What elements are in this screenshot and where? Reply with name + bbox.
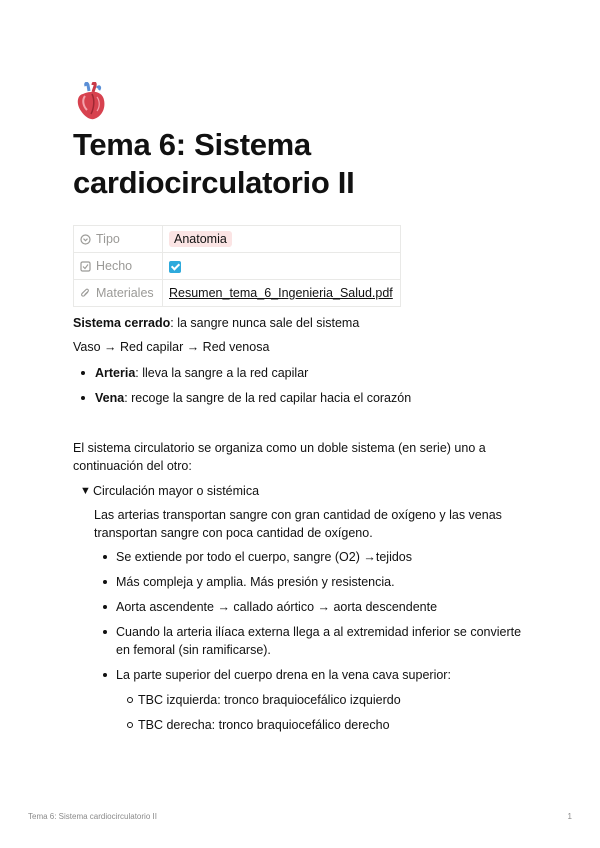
property-label-hecho: Hecho <box>96 259 133 273</box>
toggle-label: Circulación mayor o sistémica <box>93 484 260 498</box>
list-item: Más compleja y amplia. Más presión y resistencia. <box>73 573 528 591</box>
text-sistema-cerrado: : la sangre nunca sale del sistema <box>170 316 360 330</box>
list-item: La parte superior del cuerpo drena en la vena cava superior: <box>73 666 528 684</box>
property-row-hecho <box>74 253 401 280</box>
property-key-materiales <box>74 280 163 307</box>
paragraph-arterias-venas: Las arterias transportan sangre con gran cantidad de oxígeno y las venas transportan sangre con poca cantidad de oxígeno. <box>94 508 502 540</box>
materiales-file-link[interactable]: Resumen_tema_6_Ingenieria_Salud.pdf <box>169 286 393 300</box>
bold-vena: Vena <box>95 391 125 405</box>
property-row-materiales <box>74 280 401 307</box>
hecho-checkbox[interactable] <box>169 261 181 273</box>
list-item-vena <box>73 389 528 407</box>
paragraph-sistema-circulatorio: El sistema circulatorio se organiza como un doble sistema (en serie) uno a continuación del otro: <box>73 441 486 473</box>
property-row-tipo <box>74 226 401 253</box>
text-arteria: : lleva la sangre a la red capilar <box>135 366 309 380</box>
sub-list-item: TBC izquierda: tronco braquiocefálico izquierdo <box>73 691 528 709</box>
anatomical-heart-icon <box>73 82 109 122</box>
paperclip-icon <box>80 288 91 299</box>
checkbox-property-icon <box>80 261 91 272</box>
list-item: Se extiende por todo el cuerpo, sangre (O2) →tejidos <box>73 548 528 566</box>
select-property-icon <box>80 234 91 245</box>
tag-anatomia[interactable]: Anatomia <box>169 231 232 247</box>
footer-page-number: 1 <box>567 812 572 821</box>
page-content <box>73 314 528 734</box>
footer-doc-title: Tema 6: Sistema cardiocirculatorio II <box>28 812 157 821</box>
sub-list-item: TBC derecha: tronco braquiocefálico derecho <box>73 716 528 734</box>
bold-sistema-cerrado: Sistema cerrado <box>73 316 171 330</box>
toggle-open-icon[interactable]: ▼ <box>80 485 91 497</box>
toggle-circulacion-mayor[interactable] <box>73 482 528 500</box>
property-label-materiales: Materiales <box>96 286 154 300</box>
page-title <box>73 126 354 202</box>
property-value-materiales <box>163 280 401 307</box>
property-value-tipo[interactable] <box>163 226 401 253</box>
page-title-line-2: cardiocirculatorio II <box>73 165 355 200</box>
list-item-arteria <box>73 364 528 382</box>
page-title-line-1: Tema 6: Sistema <box>73 127 311 162</box>
property-label-tipo: Tipo <box>96 232 120 246</box>
list-item: Cuando la arteria ilíaca externa llega a al extremidad inferior se convierte en femoral (sin ramificarse). <box>73 623 528 659</box>
list-item: Aorta ascendente → callado aórtico → aorta descendente <box>73 598 528 616</box>
property-value-hecho <box>163 253 401 280</box>
bold-arteria: Arteria <box>95 366 136 380</box>
paragraph-sistema-cerrado <box>73 314 528 332</box>
paragraph-vaso: Vaso → Red capilar → Red venosa <box>73 340 270 354</box>
property-key-tipo <box>74 226 163 253</box>
property-key-hecho <box>74 253 163 280</box>
properties-table <box>73 225 401 307</box>
text-vena: : recoge la sangre de la red capilar hacia el corazón <box>124 391 412 405</box>
